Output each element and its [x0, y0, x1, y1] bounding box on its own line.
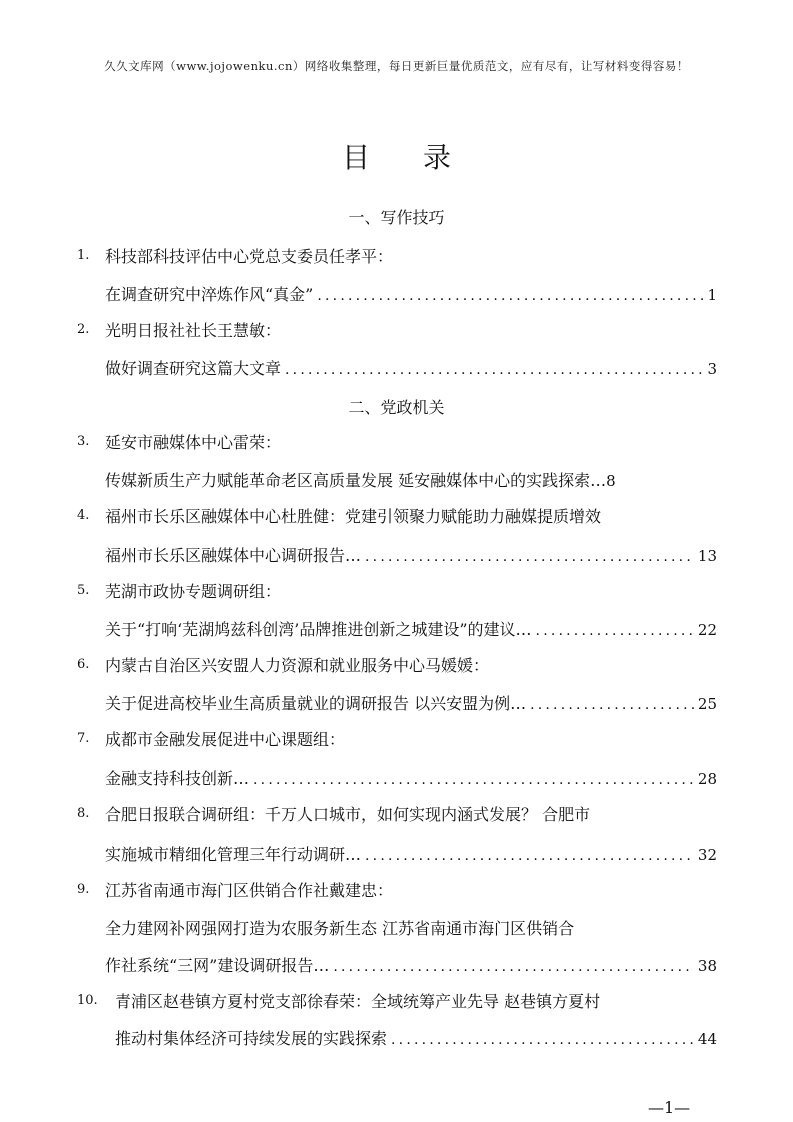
- site-header-note: 久久文库网（www.jojowenku.cn）网络收集整理，每日更新巨量优质范文，应有尽有，让写材料变得容易！: [104, 59, 689, 73]
- entry-number: 2.: [77, 322, 90, 337]
- page-number: 22: [697, 621, 717, 639]
- leader-dots: [365, 549, 694, 565]
- entry-title: 金融支持科技创新…: [105, 769, 250, 788]
- page-number: 32: [697, 846, 717, 864]
- entry-title: 作社系统“三网”建设调研报告…: [105, 956, 330, 975]
- entry-title: 传媒新质生产力赋能革命老区高质量发展 延安融媒体中心的实践探索…: [105, 471, 607, 490]
- section-heading-party-government: 二、党政机关: [348, 398, 445, 417]
- page-number: 28: [697, 770, 717, 788]
- entry-title: 在调查研究中淬炼作风“真金”: [105, 285, 314, 304]
- page-number: 38: [697, 957, 717, 975]
- toc-entry-3[interactable]: [105, 468, 717, 491]
- entry-number: 5.: [77, 583, 90, 598]
- toc-entry-8[interactable]: [105, 842, 717, 865]
- entry-number: 9.: [77, 882, 90, 897]
- leader-dots: [285, 362, 703, 378]
- entry-number: 4.: [77, 508, 90, 523]
- leader-dots: [253, 772, 694, 788]
- page-number: 1: [707, 286, 717, 304]
- toc-entry-1[interactable]: [105, 282, 717, 305]
- entry-author: 福州市长乐区融媒体中心杜胜健：党建引领聚力赋能助力融媒提质增效: [105, 507, 602, 526]
- entry-title: 做好调查研究这篇大文章: [105, 359, 282, 378]
- toc-entry-9[interactable]: [105, 953, 717, 976]
- entry-title: 福州市长乐区融媒体中心调研报告…: [105, 546, 362, 565]
- leader-dots: [333, 959, 694, 975]
- toc-entry-5[interactable]: [105, 617, 717, 640]
- entry-author: 芜湖市政协专题调研组：: [105, 582, 282, 601]
- entry-author: 延安市融媒体中心雷荣：: [105, 433, 282, 452]
- entry-number: 8.: [77, 806, 90, 821]
- leader-dots: [317, 288, 703, 304]
- toc-entry-2[interactable]: [105, 356, 717, 379]
- entry-author: 合肥日报联合调研组：千万人口城市，如何实现内涵式发展？ 合肥市: [105, 805, 591, 824]
- page-number: 3: [707, 360, 717, 378]
- entry-title: 推动村集体经济可持续发展的实践探索: [115, 1029, 388, 1048]
- leader-dots: [536, 623, 694, 639]
- toc-entry-6[interactable]: [105, 691, 717, 714]
- page-title: 目 录: [342, 141, 473, 174]
- page-number: 13: [697, 547, 717, 565]
- page-number: 44: [697, 1030, 717, 1048]
- toc-entry-4[interactable]: [105, 543, 717, 566]
- entry-title-line: 全力建网补网强网打造为农服务新生态 江苏省南通市海门区供销合: [105, 919, 575, 938]
- entry-number: 3.: [77, 434, 90, 449]
- entry-author: 成都市金融发展促进中心课题组：: [105, 730, 346, 749]
- page-number: 8: [606, 472, 616, 490]
- page-footer-number: —1—: [648, 1098, 691, 1117]
- entry-title: 实施城市精细化管理三年行动调研…: [105, 845, 362, 864]
- entry-title: 关于“打响‘芜湖鸠兹科创湾’品牌推进创新之城建设”的建议…: [105, 620, 532, 639]
- entry-author: 江苏省南通市海门区供销合作社戴建忠：: [105, 881, 394, 900]
- entry-number: 7.: [77, 731, 90, 746]
- entry-number: 6.: [77, 657, 90, 672]
- page-number: 25: [697, 695, 717, 713]
- section-heading-writing-skills: 一、写作技巧: [348, 208, 445, 227]
- toc-entry-7[interactable]: [105, 766, 717, 789]
- entry-number: 1.: [77, 248, 90, 263]
- entry-author: 光明日报社社长王慧敏：: [105, 321, 282, 340]
- entry-number: 10.: [77, 993, 98, 1008]
- entry-title: 关于促进高校毕业生高质量就业的调研报告 以兴安盟为例…: [105, 694, 527, 713]
- toc-entry-10[interactable]: [115, 1026, 717, 1049]
- entry-author: 内蒙古自治区兴安盟人力资源和就业服务中心马媛媛：: [105, 656, 490, 675]
- leader-dots: [391, 1032, 694, 1048]
- entry-author: 青浦区赵巷镇方夏村党支部徐春荣：全域统筹产业先导 赵巷镇方夏村: [115, 992, 601, 1011]
- entry-author: 科技部科技评估中心党总支委员任孝平：: [105, 247, 394, 266]
- leader-dots: [365, 848, 694, 864]
- leader-dots: [530, 697, 694, 713]
